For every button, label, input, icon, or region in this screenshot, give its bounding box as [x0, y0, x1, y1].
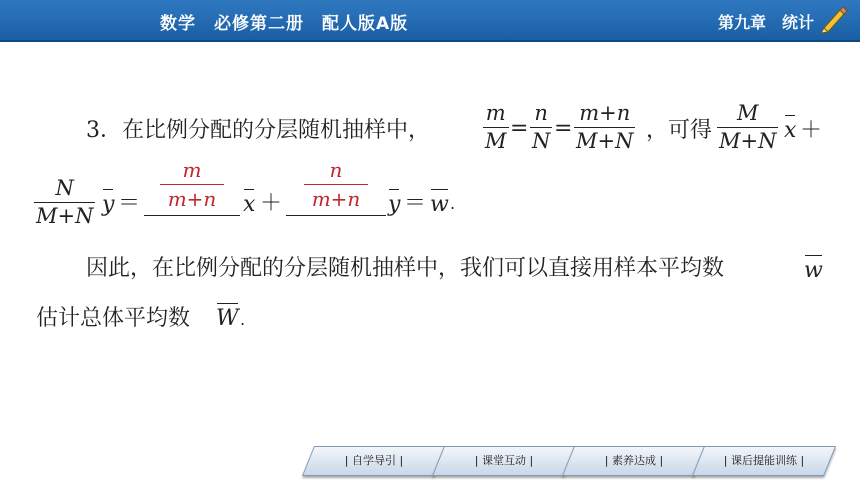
bottom-nav	[298, 446, 838, 476]
equals-sign: ＝	[404, 191, 427, 216]
answer-fraction-m-over-mn: m m+n	[160, 160, 224, 209]
nav-practice-button[interactable]: | 课后提能训练 |	[692, 446, 836, 476]
answer-fraction-n-over-mn: n m+n	[304, 160, 368, 209]
x-bar: x	[784, 118, 797, 143]
equals-sign: =	[510, 116, 529, 141]
fraction-m-over-M: m M	[485, 101, 507, 153]
course-title: 数学 必修第二册 配人版A版	[160, 14, 409, 34]
y-bar: y	[388, 192, 401, 217]
statement-prefix: 3．在比例分配的分层随机抽样中，	[86, 118, 430, 143]
answer-blank-1	[144, 215, 240, 216]
period: .	[240, 310, 246, 329]
statement-mid: ，可得	[646, 118, 713, 143]
plus-sign: ＋	[260, 191, 283, 216]
conclusion-line-2: 估计总体平均数	[36, 306, 191, 331]
chapter-title: 第九章 统计	[718, 13, 815, 32]
fraction-mn-over-MN: m+n M+N	[576, 101, 634, 153]
fraction-N-over-MN: N M+N	[36, 176, 94, 228]
period: .	[450, 194, 456, 213]
fraction-n-over-N: n N	[532, 101, 551, 153]
W-bar: W	[216, 306, 239, 331]
w-bar: w	[804, 258, 823, 283]
w-bar: w	[430, 192, 449, 217]
nav-literacy-button[interactable]: | 素养达成 |	[562, 446, 706, 476]
nav-classroom-button[interactable]: | 课堂互动 |	[432, 446, 576, 476]
x-bar: x	[243, 192, 256, 217]
y-bar: y	[102, 192, 115, 217]
fraction-M-over-MN: M M+N	[719, 101, 777, 153]
conclusion-line-1: 因此，在比例分配的分层随机抽样中，我们可以直接用样本平均数	[86, 256, 725, 281]
equals-sign: =	[554, 116, 573, 141]
plus-sign: ＋	[800, 118, 823, 143]
equals-sign: ＝	[118, 191, 141, 216]
answer-blank-2	[286, 215, 386, 216]
nav-self-study-button[interactable]: | 自学导引 |	[302, 446, 446, 476]
